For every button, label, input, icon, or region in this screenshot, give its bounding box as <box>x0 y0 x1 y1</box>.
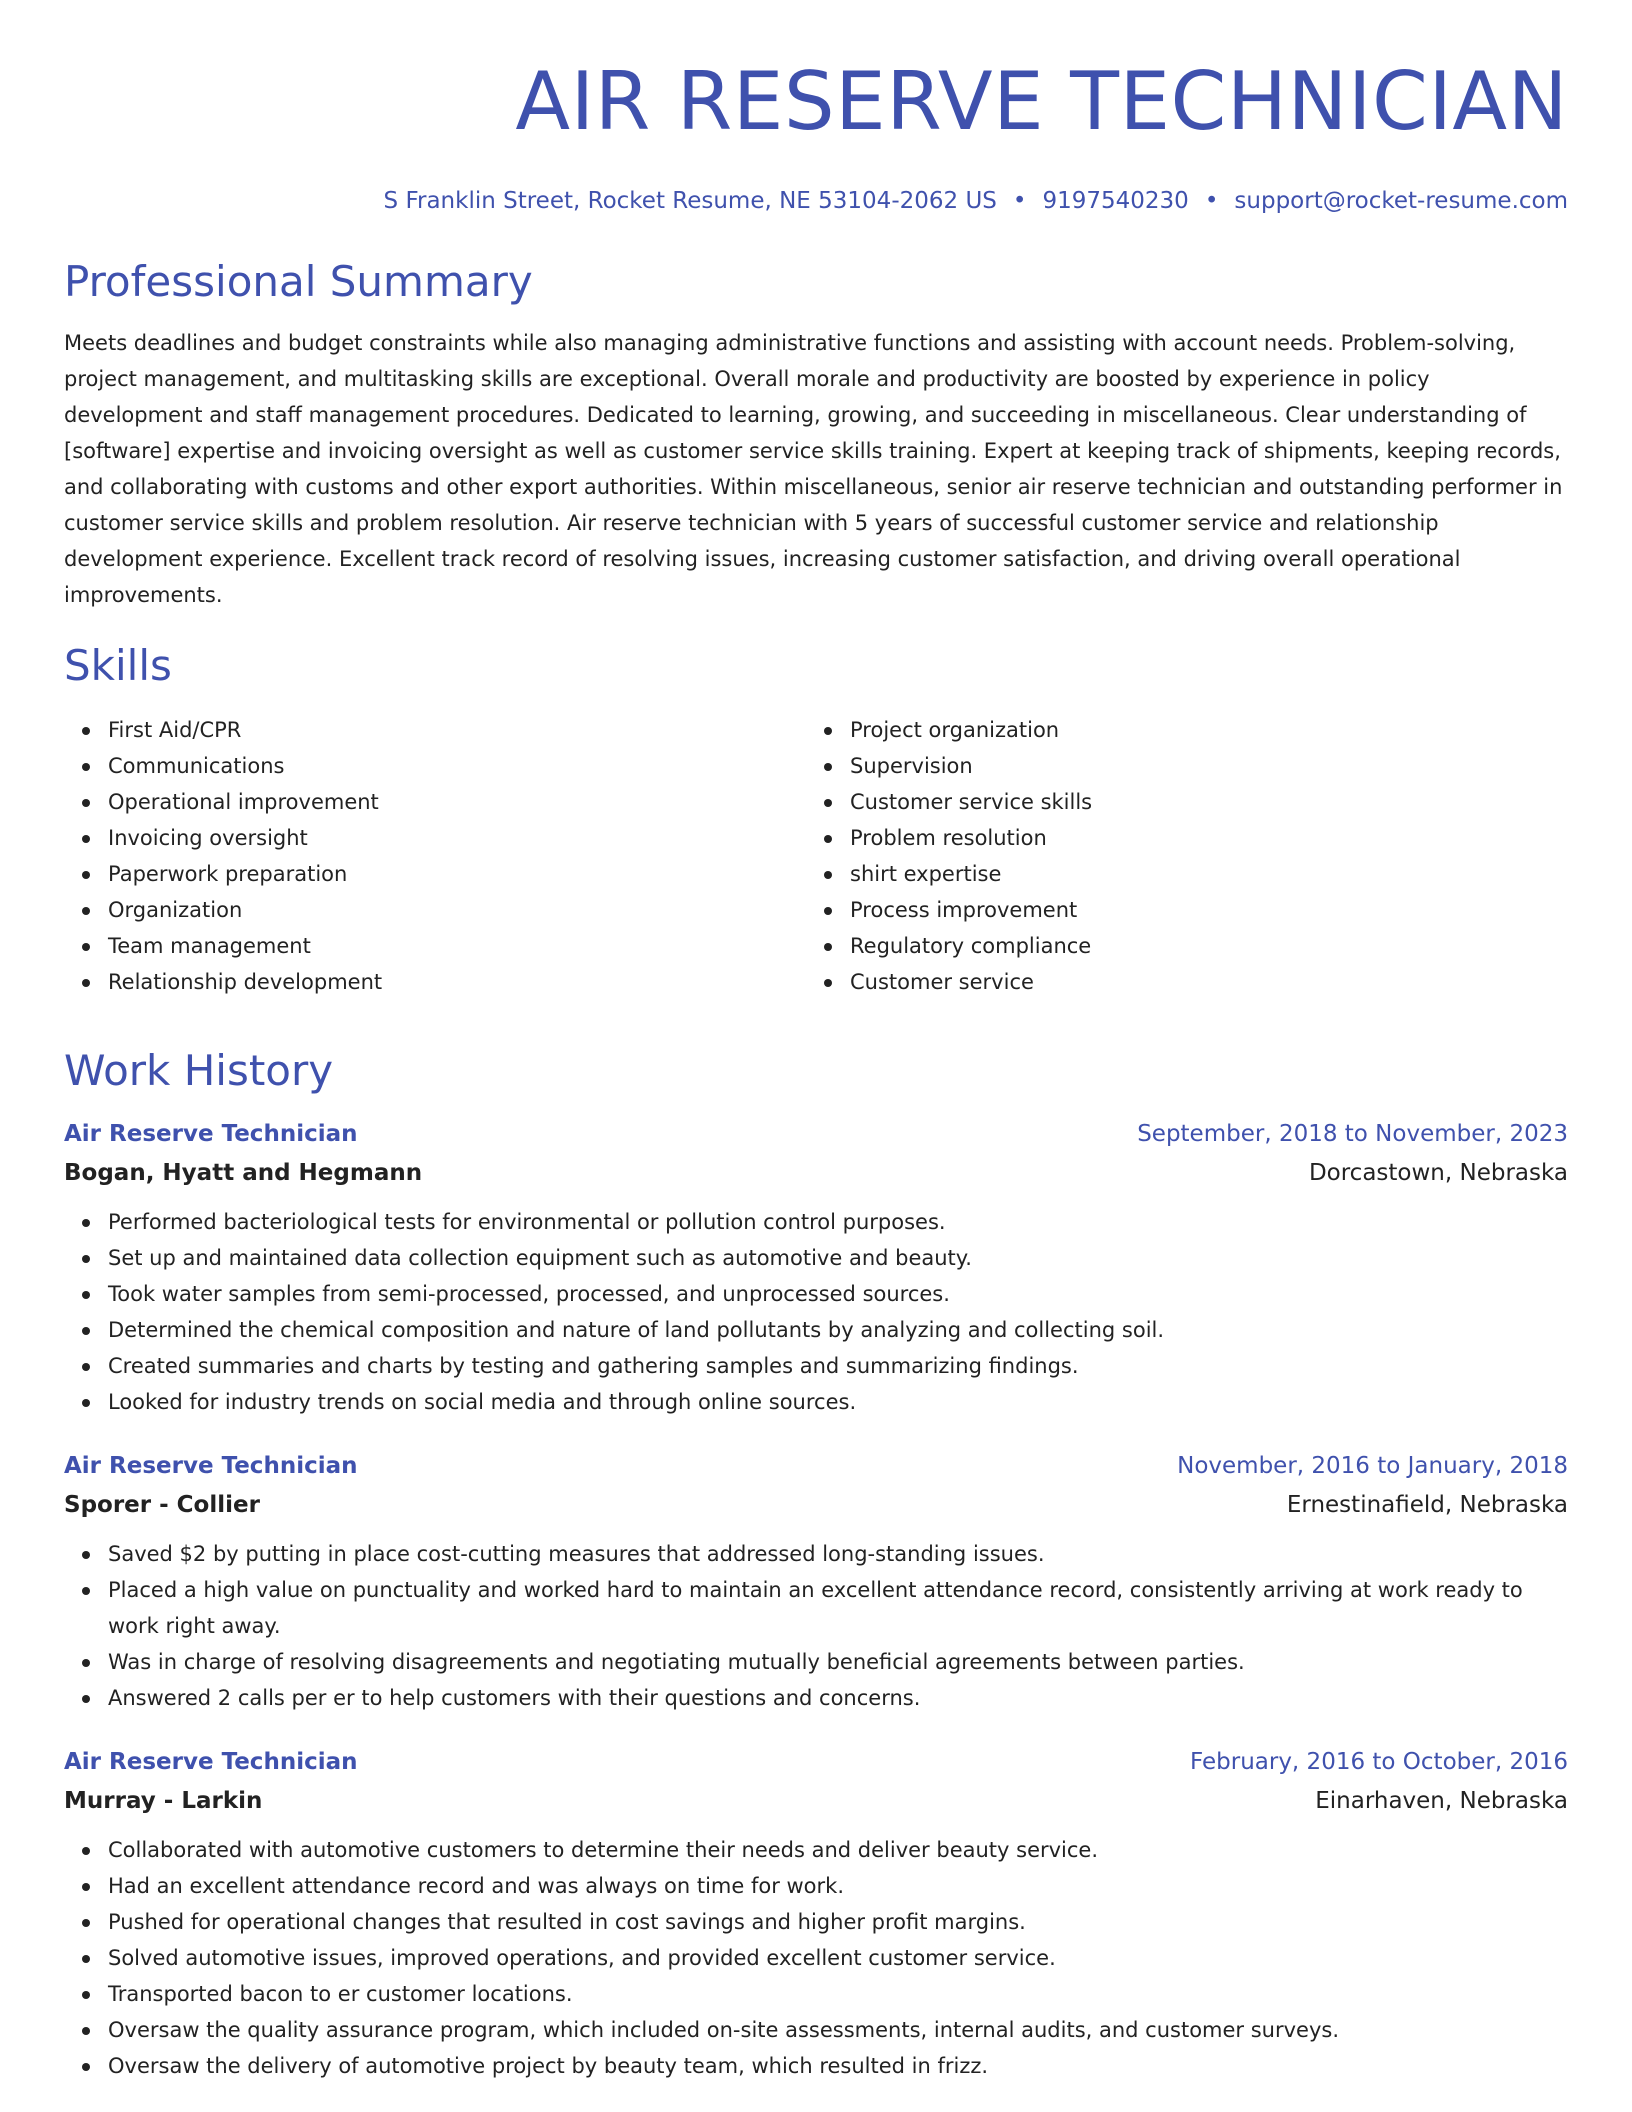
skill-item: Supervision <box>850 748 1548 784</box>
skill-item: shirt expertise <box>850 856 1548 892</box>
job-header-row <box>64 1114 1568 1154</box>
job-dates: November, 2016 to January, 2018 <box>1177 1453 1568 1479</box>
job-company: Sporer - Collier <box>64 1492 260 1518</box>
contact-separator: • <box>1204 188 1219 214</box>
job-duty: Was in charge of resolving disagreements and negotiating mutually beneficial agreements between parties. <box>108 1644 1568 1680</box>
job-duty: Placed a high value on punctuality and worked hard to maintain an excellent attendance record, consistently arriving at work ready to work right away. <box>108 1572 1568 1644</box>
job-entry <box>64 1114 1568 1420</box>
job-dates: September, 2018 to November, 2023 <box>1137 1121 1568 1147</box>
job-duty: Set up and maintained data collection equipment such as automotive and beauty. <box>108 1240 1568 1276</box>
contact-email[interactable]: support@rocket-resume.com <box>1234 188 1568 214</box>
job-duty: Determined the chemical composition and nature of land pollutants by analyzing and collecting soil. <box>108 1312 1568 1348</box>
skill-item: Project organization <box>850 712 1548 748</box>
contact-address: S Franklin Street, Rocket Resume, NE 53104-2062 US <box>383 188 997 214</box>
skills-list <box>64 712 1568 1000</box>
skill-item: Regulatory compliance <box>850 928 1548 964</box>
skill-item: First Aid/CPR <box>108 712 806 748</box>
job-location: Dorcastown, Nebraska <box>1308 1160 1568 1186</box>
job-location: Einarhaven, Nebraska <box>1315 1788 1568 1814</box>
resume-page <box>64 0 1568 2084</box>
job-employer-row <box>64 1486 1568 1524</box>
skill-item: Paperwork preparation <box>108 856 806 892</box>
summary-heading: Professional Summary <box>64 257 533 306</box>
contact-line <box>64 186 1568 216</box>
skill-item: Operational improvement <box>108 784 806 820</box>
job-employer-row <box>64 1154 1568 1192</box>
job-header-row <box>64 1742 1568 1782</box>
job-entry <box>64 1446 1568 1716</box>
skill-item: Customer service <box>850 964 1548 1000</box>
job-duties <box>64 1832 1568 2084</box>
job-entry <box>64 1742 1568 2084</box>
job-duties <box>64 1204 1568 1420</box>
job-duty: Answered 2 calls per er to help customers with their questions and concerns. <box>108 1680 1568 1716</box>
contact-separator: • <box>1012 188 1027 214</box>
job-location: Ernestinafield, Nebraska <box>1286 1492 1568 1518</box>
job-header-row <box>64 1446 1568 1486</box>
job-duties <box>64 1536 1568 1716</box>
summary-text: Meets deadlines and budget constraints while also managing administrative functions and assisting with account needs. Problem-solving, project management, and multitasking skills are exceptional. Overall morale and productivity are boosted by experience in policy development and staff management procedures. Dedicated to learning, growing, and succeeding in miscellaneous. Clear understanding of [software] expertise and invoicing oversight as well as customer service skills training. Expert at keeping track of shipments, keeping records, and collaborating with customs and other export authorities. Within miscellaneous, senior air reserve technician and outstanding performer in customer service skills and problem resolution. Air reserve technician with 5 years of successful customer service and relationship development experience. Excellent track record of resolving issues, increasing customer satisfaction, and driving overall operational improvements. <box>64 331 1563 607</box>
job-duty: Looked for industry trends on social media and through online sources. <box>108 1384 1568 1420</box>
skill-item: Relationship development <box>108 964 806 1000</box>
job-title: Air Reserve Technician <box>64 1749 358 1775</box>
candidate-name: AIR RESERVE TECHNICIAN <box>515 55 1568 148</box>
job-duty: Solved automotive issues, improved operations, and provided excellent customer service. <box>108 1940 1568 1976</box>
job-duty: Collaborated with automotive customers to determine their needs and deliver beauty service. <box>108 1832 1568 1868</box>
job-employer-row <box>64 1782 1568 1820</box>
job-duty: Performed bacteriological tests for environmental or pollution control purposes. <box>108 1204 1568 1240</box>
skills-column-right <box>806 712 1548 1000</box>
job-duty: Had an excellent attendance record and was always on time for work. <box>108 1868 1568 1904</box>
job-company: Bogan, Hyatt and Hegmann <box>64 1160 423 1186</box>
job-duty: Transported bacon to er customer locations. <box>108 1976 1568 2012</box>
skill-item: Team management <box>108 928 806 964</box>
skill-item: Problem resolution <box>850 820 1548 856</box>
job-duty: Oversaw the quality assurance program, which included on-site assessments, internal audits, and customer surveys. <box>108 2012 1568 2048</box>
job-title: Air Reserve Technician <box>64 1453 358 1479</box>
job-duty: Created summaries and charts by testing and gathering samples and summarizing findings. <box>108 1348 1568 1384</box>
skill-item: Organization <box>108 892 806 928</box>
work-history-heading: Work History <box>64 1046 334 1095</box>
job-duty: Oversaw the delivery of automotive project by beauty team, which resulted in frizz. <box>108 2048 1568 2084</box>
job-duty: Saved $2 by putting in place cost-cutting measures that addressed long-standing issues. <box>108 1536 1568 1572</box>
job-duty: Pushed for operational changes that resulted in cost savings and higher profit margins. <box>108 1904 1568 1940</box>
job-duty: Took water samples from semi-processed, processed, and unprocessed sources. <box>108 1276 1568 1312</box>
contact-phone: 9197540230 <box>1042 188 1189 214</box>
skills-column-left <box>64 712 806 1000</box>
skills-heading: Skills <box>64 641 172 690</box>
skill-item: Communications <box>108 748 806 784</box>
job-title: Air Reserve Technician <box>64 1121 358 1147</box>
job-dates: February, 2016 to October, 2016 <box>1190 1749 1568 1775</box>
skill-item: Customer service skills <box>850 784 1548 820</box>
skill-item: Process improvement <box>850 892 1548 928</box>
job-company: Murray - Larkin <box>64 1788 263 1814</box>
skill-item: Invoicing oversight <box>108 820 806 856</box>
